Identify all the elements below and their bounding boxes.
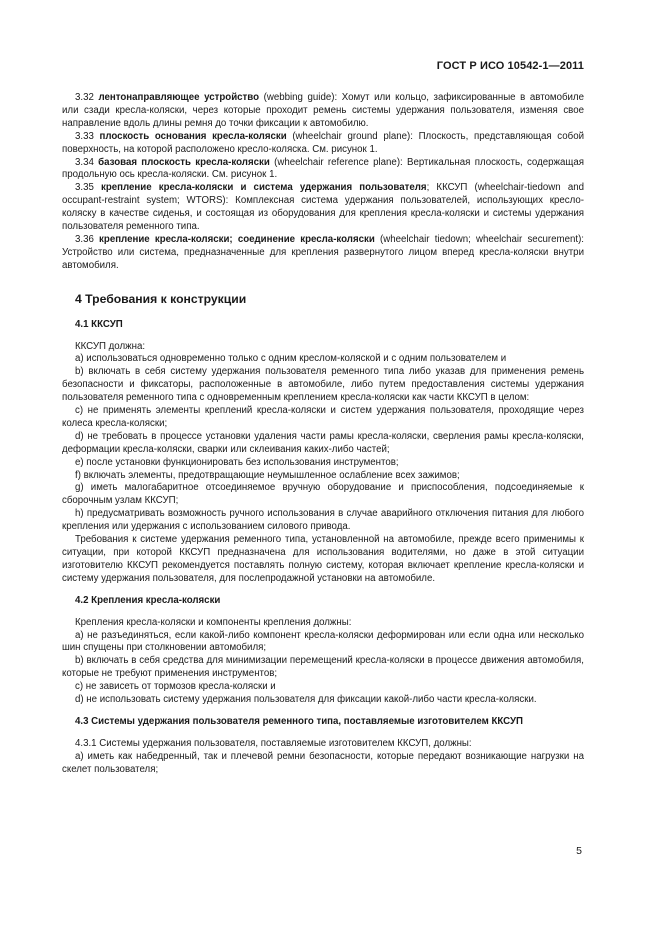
term: крепление кресла-коляски и система удержания пользователя xyxy=(101,182,427,194)
term: лентонаправляющее устройство xyxy=(98,92,260,103)
list-item: а) не разъединяться, если какой-либо компонент кресла-коляски деформирован или если одна или несколько шин спущены при столкновении автомобиля; xyxy=(62,629,584,654)
section-4-1-body xyxy=(62,341,584,586)
list-item: а) использоваться одновременно только с одним креслом-коляской и с одним пользователем и xyxy=(75,353,507,365)
list-item: с) не зависеть от тормозов кресла-коляски и xyxy=(75,681,276,693)
section-4-3-body xyxy=(62,738,584,777)
list-item: с) не применять элементы креплений кресла-коляски и систем удержания пользователя, проходящие через колеса кресла-коляски; xyxy=(62,405,584,429)
document-header: ГОСТ Р ИСО 10542-1—2011 xyxy=(436,60,584,72)
document-body xyxy=(62,92,584,777)
list-item: d) не требовать в процессе установки удаления части рамы кресла-коляски, сверления рамы кресла-коляски, деформации кресла-коляски, сварки или склеивания каких-либо частей; xyxy=(62,430,584,455)
section-4-2-heading: 4.2 Крепления кресла-коляски xyxy=(75,594,221,606)
list-item: h) предусматривать возможность ручного использования в случае аварийного отключения питания для любого крепления или удержания с использованием силового привода. xyxy=(62,508,584,533)
list-item: f) включать элементы, предотвращающие неумышленное ослабление всех зажимов; xyxy=(75,469,460,481)
term: крепление кресла-коляски; соединение кресла-коляски xyxy=(99,233,375,245)
list-item: b) включать в себя средства для минимизации перемещений кресла-коляски в процессе движения автомобиля, которые не требуют применения инструментов; xyxy=(62,655,584,680)
list-item: b) включать в себя систему удержания пользователя ременного типа либо указав для применения ремень безопасности и фиксаторы, расположенные в автомобиле, либо путем предоставления системы удержания пользователя ременного типа с одновременным креплением кресла-коляски как части ККСУП в целом: xyxy=(62,366,584,404)
definitions xyxy=(62,92,584,273)
definition-3-32: 3.32 лентонаправляющее устройство (webbing guide): Хомут или кольцо, зафиксированные в автомобиле или сзади кресла-коляски, через которые проходит ремень системы удержания пользователя, изменяя свое направление вдоль длины ремня до точки фиксации к автомобилю. xyxy=(62,92,584,129)
list-item: d) не использовать систему удержания пользователя для фиксации какой-либо части кресла-коляски. xyxy=(75,694,537,706)
list-item: а) иметь как набедренный, так и плечевой ремни безопасности, которые передают возникающие нагрузки на скелет пользователя; xyxy=(62,750,584,775)
paragraph: Крепления кресла-коляски и компоненты крепления должны: xyxy=(75,616,352,628)
term: плоскость основания кресла-коляски xyxy=(99,130,287,142)
paragraph: 4.3.1 Системы удержания пользователя, поставляемые изготовителем ККСУП, должны: xyxy=(75,737,472,749)
section-4-3-heading: 4.3 Системы удержания пользователя ременного типа, поставляемые изготовителем ККСУП xyxy=(75,715,523,727)
definition-3-34: 3.34 базовая плоскость кресла-коляски (wheelchair reference plane): Вертикальная плоскость, содержащая продольную ось кресла-коляски. См. рисунок 1. xyxy=(62,156,584,181)
section-4-1-heading: 4.1 ККСУП xyxy=(75,318,123,330)
paragraph: ККСУП должна: xyxy=(75,340,146,352)
definition-3-35: 3.35 крепление кресла-коляски и система удержания пользователя; ККСУП (wheelchair-tiedown and occupant-restraint system; WTORS): Комплексная система удержания пользователей, использующих кресло-коляску в качестве сиденья, и состоящая из оборудования для крепления кресла-коляски и системы удержания пользователя ременного типа. xyxy=(62,182,584,233)
list-item: е) после установки функционировать без использования инструментов; xyxy=(75,456,399,468)
section-4-heading: 4 Требования к конструкции xyxy=(75,291,247,306)
paragraph: Требования к системе удержания ременного типа, установленной на автомобиле, прежде всего применимы к ситуации, при которой ККСУП предназначена для использования водителями, но даже в этой ситуации изготовителю ККСУП рекомендуется поставлять полную систему, которая включает крепление кресла-коляски и систему удержания пользователя, для послепродажной установки на автомобиле. xyxy=(62,534,584,584)
definition-3-36: 3.36 крепление кресла-коляски; соединение кресла-коляски (wheelchair tiedown; wheelchair securement): Устройство или система, предназначенные для крепления развернутого лицом вперед кресла-коляски внутри автомобиля. xyxy=(62,233,584,271)
section-4-2-body xyxy=(62,617,584,707)
definition-3-33: 3.33 плоскость основания кресла-коляски (wheelchair ground plane): Плоскость, представляющая собой поверхность, на которой расположено кресло-коляска. См. рисунок 1. xyxy=(62,130,584,155)
page-number: 5 xyxy=(576,845,582,857)
term: базовая плоскость кресла-коляски xyxy=(98,156,270,168)
list-item: g) иметь малогабаритное отсоединяемое вручную оборудование и приспособления, подсоединяемые к сборочным узлам ККСУП; xyxy=(62,482,584,507)
